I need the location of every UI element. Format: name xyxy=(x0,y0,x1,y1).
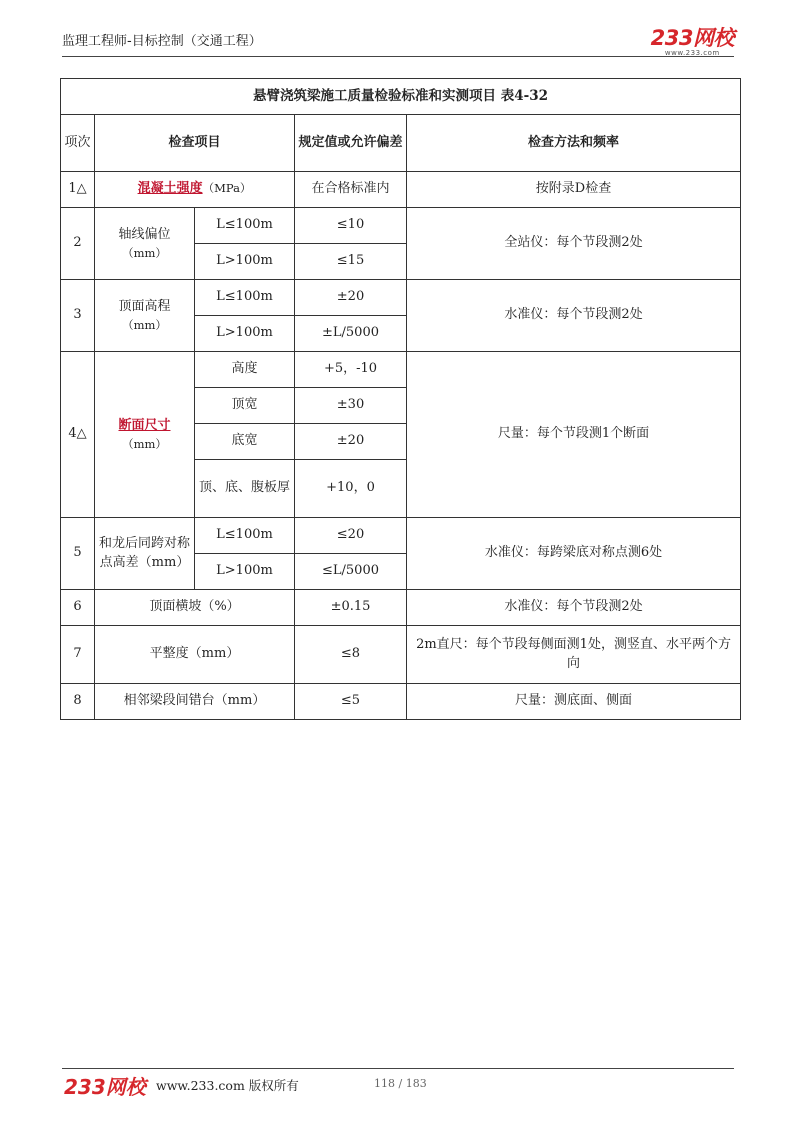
footer-copyright: www.233.com 版权所有 xyxy=(156,1078,299,1093)
row-item xyxy=(95,352,195,518)
row-method: 尺量：测底面、侧面 xyxy=(407,684,741,720)
row-method: 全站仪：每个节段测2处 xyxy=(407,208,741,280)
row-item xyxy=(95,172,295,208)
header-item: 检查项目 xyxy=(95,115,295,172)
row-tolerance: ≤15 xyxy=(295,244,407,280)
row-sub: 高度 xyxy=(195,352,295,388)
brand-logo[interactable] xyxy=(651,22,734,57)
logo-url: www.233.com xyxy=(664,49,720,57)
item-label: 顶面高程 xyxy=(118,298,171,314)
row-sub: L≤100m xyxy=(195,208,295,244)
table-row xyxy=(61,518,741,554)
page-header-title: 监理工程师-目标控制（交通工程） xyxy=(62,34,262,49)
row-item: 顶面横坡（%） xyxy=(95,590,295,626)
item-unit: （mm） xyxy=(122,317,167,332)
row-method: 水准仪：每个节段测2处 xyxy=(407,590,741,626)
header-tolerance: 规定值或允许偏差 xyxy=(295,115,407,172)
table-row xyxy=(61,352,741,388)
row-no: 8 xyxy=(61,684,95,720)
header-divider xyxy=(62,56,734,57)
row-sub: 顶宽 xyxy=(195,388,295,424)
table-row xyxy=(61,590,741,626)
row-method: 水准仪：每跨梁底对称点测6处 xyxy=(407,518,741,590)
header-method: 检查方法和频率 xyxy=(407,115,741,172)
row-tolerance: ≤5 xyxy=(295,684,407,720)
row-no: 2 xyxy=(61,208,95,280)
table-row xyxy=(61,684,741,720)
row-item: 平整度（mm） xyxy=(95,626,295,684)
row-sub: 顶、底、腹板厚 xyxy=(195,460,295,518)
item-link[interactable]: 断面尺寸 xyxy=(118,417,171,433)
row-tolerance: ≤L/5000 xyxy=(295,554,407,590)
row-item: 和龙后同跨对称点高差（mm） xyxy=(95,518,195,590)
row-tolerance: ±20 xyxy=(295,424,407,460)
row-no: 3 xyxy=(61,280,95,352)
row-sub: L≤100m xyxy=(195,280,295,316)
row-sub: L>100m xyxy=(195,316,295,352)
row-sub: L≤100m xyxy=(195,518,295,554)
logo-text: 233网校 xyxy=(650,26,734,50)
row-tolerance: ≤8 xyxy=(295,626,407,684)
row-no: 6 xyxy=(61,590,95,626)
row-method: 尺量：每个节段测1个断面 xyxy=(407,352,741,518)
table-row xyxy=(61,626,741,684)
row-no: 7 xyxy=(61,626,95,684)
row-method: 水准仪：每个节段测2处 xyxy=(407,280,741,352)
row-method: 2m直尺：每个节段每侧面测1处，测竖直、水平两个方向 xyxy=(407,626,741,684)
table-row xyxy=(61,280,741,316)
row-no: 1△ xyxy=(61,172,95,208)
row-no: 5 xyxy=(61,518,95,590)
item-unit: （mm） xyxy=(122,436,167,451)
item-unit: （mm） xyxy=(122,245,167,260)
row-item: 相邻梁段间错台（mm） xyxy=(95,684,295,720)
row-tolerance: ±L/5000 xyxy=(295,316,407,352)
row-sub: L>100m xyxy=(195,244,295,280)
row-tolerance: ≤10 xyxy=(295,208,407,244)
row-method: 按附录D检查 xyxy=(407,172,741,208)
quality-standard-table xyxy=(60,78,741,720)
row-no: 4△ xyxy=(61,352,95,518)
row-item xyxy=(95,280,195,352)
footer-divider xyxy=(62,1068,734,1069)
row-tolerance: ≤20 xyxy=(295,518,407,554)
row-tolerance: ±30 xyxy=(295,388,407,424)
row-tolerance: 在合格标准内 xyxy=(295,172,407,208)
page-number: 118 / 183 xyxy=(374,1077,427,1090)
row-tolerance: +5，-10 xyxy=(295,352,407,388)
row-sub: 底宽 xyxy=(195,424,295,460)
item-link[interactable]: 混凝土强度 xyxy=(137,181,203,197)
header-no: 项次 xyxy=(61,115,95,172)
row-sub: L>100m xyxy=(195,554,295,590)
item-unit: （MPa） xyxy=(202,181,252,196)
row-tolerance: ±20 xyxy=(295,280,407,316)
footer-logo[interactable]: 233网校 xyxy=(64,1075,146,1099)
table-row xyxy=(61,172,741,208)
row-tolerance: +10，0 xyxy=(295,460,407,518)
table-row xyxy=(61,208,741,244)
row-item xyxy=(95,208,195,280)
table-title: 悬臂浇筑梁施工质量检验标准和实测项目 表4-32 xyxy=(61,79,741,115)
row-tolerance: ±0.15 xyxy=(295,590,407,626)
item-label: 轴线偏位 xyxy=(118,226,171,242)
